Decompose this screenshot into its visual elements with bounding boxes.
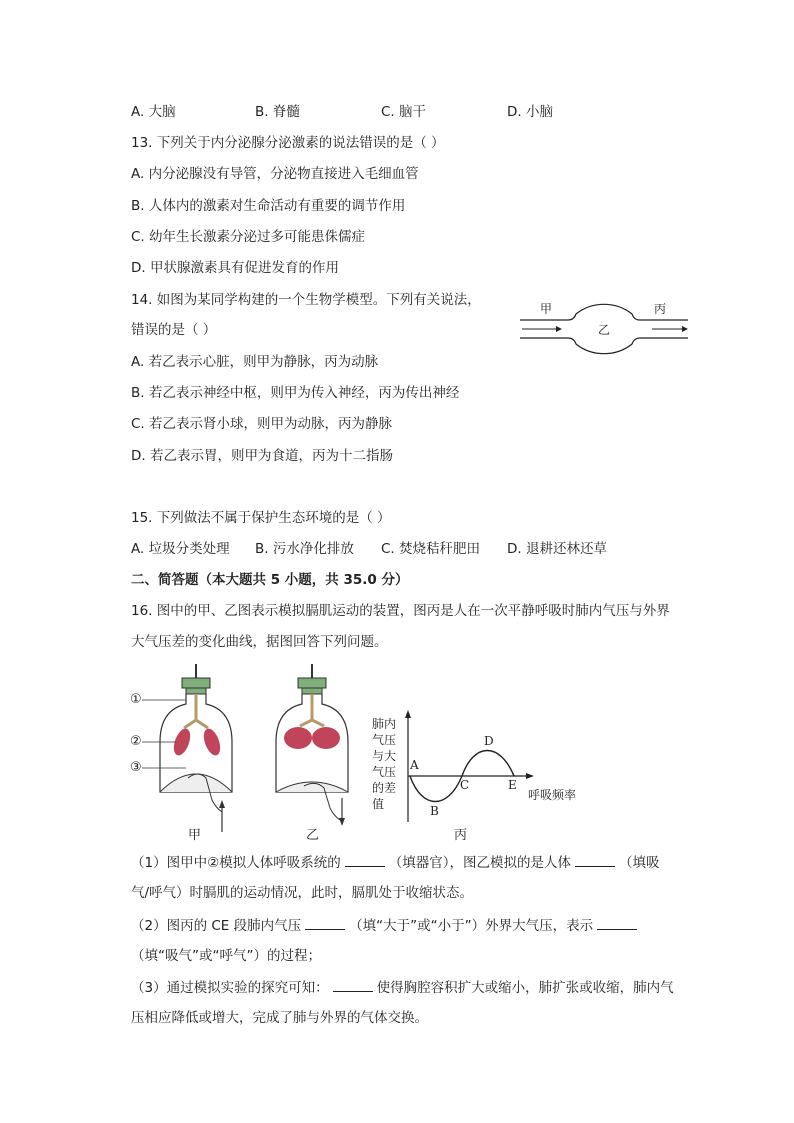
graph-bing [405,710,534,822]
q14-stem-line1: 14. 如图为某同学构建的一个生物学模型。下列有关说法， [131,292,481,308]
q16-sub1-line2: 气/呼气）时膈肌的运动情况，此时，膈肌处于收缩状态。 [131,885,474,901]
q14-option-a: A. 若乙表示心脏，则甲为静脉，丙为动脉 [131,354,379,370]
q13-stem: 13. 下列关于内分泌腺分泌激素的说法错误的是（ ） [131,135,445,151]
answer-blank-2[interactable] [575,852,615,867]
q14-stem-line2: 错误的是（ ） [131,322,217,338]
q14-option-b: B. 若乙表示神经中枢，则甲为传入神经，丙为传出神经 [131,385,460,401]
q16-sub3-line1: （3）通过模拟实验的探究可知： 使得胸腔容积扩大或缩小，肺扩张或收缩，肺内气 [131,977,674,998]
answer-blank-1[interactable] [345,852,385,867]
q16-sub3-line2: 压相应降低或增大，完成了肺与外界的气体交换。 [131,1010,428,1026]
answer-blank-5[interactable] [333,977,373,992]
q14-option-d: D. 若乙表示胃，则甲为食道，丙为十二指肠 [131,448,393,464]
q13-option-b: B. 人体内的激素对生命活动有重要的调节作用 [131,198,406,214]
q14-label-yi: 乙 [598,323,611,337]
label-bing: 丙 [454,828,468,843]
q14-option-c: C. 若乙表示肾小球，则甲为动脉，丙为静脉 [131,416,393,432]
q12-option-b: B. 脊髓 [255,104,300,120]
answer-blank-3[interactable] [305,915,345,930]
q16-stem-line1: 16. 图中的甲、乙图表示模拟膈肌运动的装置，图丙是人在一次平静呼吸时肺内气压与外界 [131,603,670,619]
q14-label-bing: 丙 [654,302,667,316]
q16-sub1-line1: （1）图甲中②模拟人体呼吸系统的 （填器官），图乙模拟的是人体 （填吸 [131,852,659,873]
q16-figure [126,660,596,845]
q13-option-c: C. 幼年生长激素分泌过多可能患侏儒症 [131,229,366,245]
point-b: B [430,804,439,818]
q12-option-a: A. 大脑 [131,104,176,120]
label-yi: 乙 [306,828,320,843]
label-jia: 甲 [188,828,202,843]
q12-option-c: C. 脑干 [381,104,427,120]
marker-3: ③ [130,760,142,775]
q15-option-d: D. 退耕还林还草 [507,541,607,557]
q15-stem: 15. 下列做法不属于保护生态环境的是（ ） [131,510,391,526]
q14-model-figure [516,288,692,370]
q16-stem-line2: 大气压差的变化曲线，据图回答下列问题。 [131,634,388,650]
point-e: E [508,778,517,792]
q12-option-d: D. 小脑 [507,104,553,120]
q16-sub2-line2: （填“吸气”或“呼气”）的过程； [131,948,321,964]
graph-xlabel: 呼吸频率 [528,788,577,802]
section-title: 二、简答题（本大题共 5 小题，共 35.0 分） [131,572,409,588]
jar-yi [276,664,348,826]
q15-option-a: A. 垃圾分类处理 [131,541,230,557]
marker-1: ① [130,692,142,707]
marker-2: ② [130,734,142,749]
q13-option-d: D. 甲状腺激素具有促进发育的作用 [131,260,339,276]
q13-option-a: A. 内分泌腺没有导管，分泌物直接进入毛细血管 [131,166,419,182]
q15-option-b: B. 污水净化排放 [255,541,354,557]
q16-sub2-line1: （2）图丙的 CE 段肺内气压 （填“大于”或“小于”）外界大气压，表示 [131,915,641,936]
q14-label-jia: 甲 [540,302,553,316]
point-a: A [410,758,419,772]
graph-ylabel: 肺内 气压 与大 气压 的差 值 [372,717,397,811]
q15-option-c: C. 焚烧秸秆肥田 [381,541,481,557]
point-d: D [484,734,494,748]
answer-blank-4[interactable] [597,915,637,930]
jar-jia [142,664,232,832]
point-c: C [460,778,470,792]
